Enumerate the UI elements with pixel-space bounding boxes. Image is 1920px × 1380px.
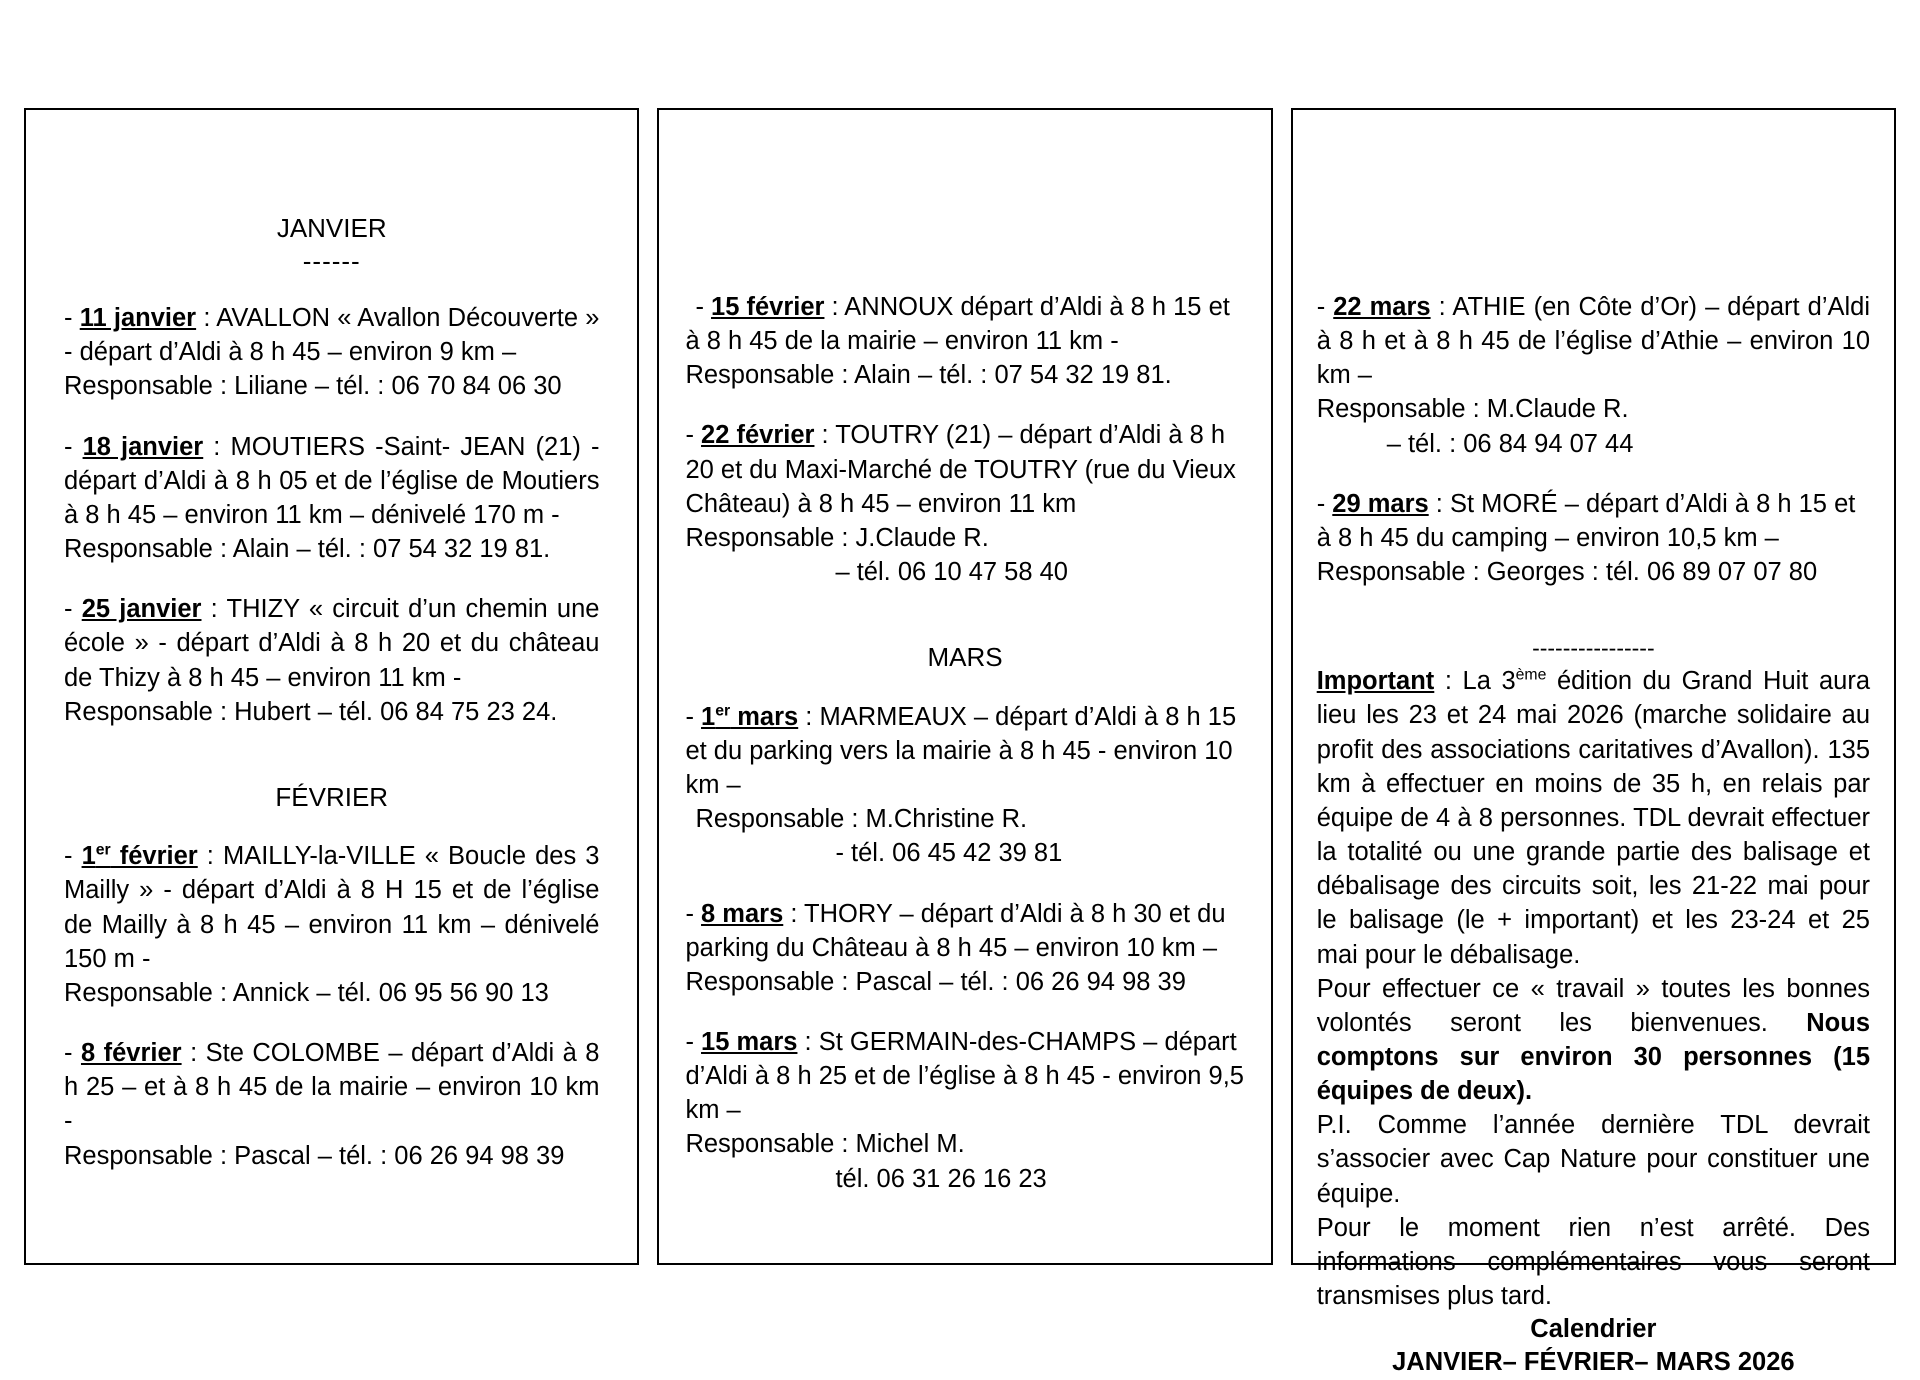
- entry-date-ordinal: er: [95, 841, 111, 859]
- entry-bullet: -: [1316, 489, 1333, 518]
- entry-responsable: Responsable : M.Claude R.: [1316, 395, 1629, 424]
- entry-responsable: Responsable : Alain – tél. : 07 54 32 19 81.: [685, 361, 1172, 390]
- entry-date: 8 mars: [701, 899, 784, 928]
- entry-responsable: Responsable : Pascal – tél. : 06 26 94 98 39: [685, 967, 1186, 996]
- entry-body: : MAILLY-la-VILLE « Boucle des 3 Mailly » - départ d’Aldi à 8 H 15 et de l’église de Mailly à 8 h 45 – environ 11 km – dénivelé 150 m -: [64, 842, 600, 973]
- entry-mars-22: [1317, 290, 1870, 461]
- important-paragraph-4: [1317, 1211, 1870, 1313]
- entry-body: : Ste COLOMBE – départ d’Aldi à 8 h 25 – et à 8 h 45 de la mairie – environ 10 km -: [64, 1039, 600, 1136]
- column-february-march: [657, 108, 1272, 1265]
- entry-bullet: -: [64, 304, 80, 333]
- month-heading-february: FÉVRIER: [275, 781, 389, 812]
- entry-bullet: -: [64, 1039, 81, 1068]
- important-paragraph-3: [1317, 1108, 1870, 1210]
- entry-fevrier-1: [64, 839, 599, 1010]
- entry-bullet: -: [685, 899, 702, 928]
- entry-date-month: février: [110, 842, 198, 871]
- entry-responsable-tel: - tél. 06 45 42 39 81: [835, 839, 1063, 868]
- entry-date: 22 mars: [1333, 293, 1431, 321]
- entry-responsable: Responsable : J.Claude R.: [685, 523, 989, 552]
- entry-mars-29: [1317, 487, 1870, 589]
- entry-responsable-tel: – tél. 06 10 47 58 40: [835, 558, 1068, 587]
- entry-bullet: -: [64, 842, 82, 871]
- entry-body: : St GERMAIN-des-CHAMPS – départ d’Aldi à 8 h 25 et de l’église à 8 h 45 - environ 9,5 km –: [685, 1028, 1244, 1125]
- important-text-1: édition du Grand Huit aura lieu les 23 et 24 mai 2026 (marche solidaire au profit des associations caritatives d’Avallon). 135 km à effectuer en moins de 35 h, en relais par équipe de 4 à 8 personnes. TDL devrait effectuer la totalité ou une grande partie des balisage et débalisage des circuits soit, les 21-22 mai pour le balisage (le + important) et les 23-24 et 25 mai pour le débalisage.: [1316, 667, 1871, 969]
- important-paragraph-2: [1317, 972, 1870, 1109]
- entry-responsable: Responsable : Alain – tél. : 07 54 32 19 81.: [64, 535, 551, 564]
- month-heading-january-dashes: ------: [302, 245, 361, 276]
- entry-responsable: Responsable : Pascal – tél. : 06 26 94 98 39: [64, 1141, 565, 1170]
- entry-bullet: -: [1316, 293, 1334, 321]
- entry-responsable-tel: – tél. : 06 84 94 07 44: [1386, 429, 1634, 458]
- entry-body: : THIZY « circuit d’un chemin une école » - départ d’Aldi à 8 h 20 et du château de Thizy à 8 h 45 – environ 11 km -: [64, 595, 600, 692]
- section-separator-dashes: ----------------: [1532, 635, 1655, 662]
- entry-bullet: -: [685, 421, 702, 450]
- entry-date: 29 mars: [1332, 489, 1429, 518]
- column-january-february: [24, 108, 639, 1265]
- entry-janvier-11: [64, 301, 599, 403]
- entry-mars-8: [685, 897, 1244, 999]
- entry-date-ordinal: er: [715, 702, 731, 720]
- entry-date: [701, 703, 798, 731]
- entry-date: 15 février: [711, 293, 825, 321]
- entry-date: 18 janvier: [82, 432, 204, 461]
- entry-bullet: -: [685, 1028, 702, 1056]
- entry-date-month: mars: [730, 702, 799, 731]
- entry-bullet: -: [695, 293, 712, 321]
- important-paragraph: [1317, 664, 1870, 971]
- entry-body: : AVALLON « Avallon Découverte » - départ d’Aldi à 8 h 45 – environ 9 km –: [64, 304, 600, 367]
- entry-date: 22 février: [701, 421, 815, 450]
- entry-date: [82, 842, 198, 870]
- entry-body: : MOUTIERS -Saint- JEAN (21) - départ d’Aldi à 8 h 05 et de l’église de Moutiers à 8 h 45 – environ 11 km – dénivelé 170 m -: [64, 432, 600, 529]
- entry-bullet: -: [685, 702, 702, 731]
- entry-body: : THORY – départ d’Aldi à 8 h 30 et du parking du Château à 8 h 45 – environ 10 km –: [685, 899, 1226, 962]
- entry-responsable: Responsable : Annick – tél. 06 95 56 90 13: [64, 978, 549, 1007]
- month-heading-january: JANVIER: [276, 213, 387, 243]
- entry-bullet: -: [64, 432, 83, 461]
- entry-fevrier-8: [64, 1036, 599, 1173]
- entry-date: 25 janvier: [81, 595, 202, 624]
- important-text-2-pre: Pour effectuer ce « travail » toutes les bonnes volontés seront les bienvenues.: [1316, 974, 1870, 1037]
- entry-date: 8 février: [80, 1039, 182, 1068]
- important-text-3: P.I. Comme l’année dernière TDL devrait s’associer avec Cap Nature pour constituer une équipe.: [1316, 1111, 1870, 1208]
- entry-date-number: 1: [701, 702, 716, 731]
- important-text-4: Pour le moment rien n’est arrêté. Des informations complémentaires vous seront transmises plus tard.: [1316, 1213, 1870, 1311]
- entry-janvier-25: [64, 592, 599, 729]
- entry-date: 15 mars: [701, 1028, 798, 1056]
- entry-fevrier-15: [685, 290, 1244, 392]
- entry-responsable-tel: tél. 06 31 26 16 23: [835, 1164, 1047, 1193]
- important-ordinal: ème: [1515, 666, 1547, 684]
- entry-body: : St MORÉ – départ d’Aldi à 8 h 15 et à 8 h 45 du camping – environ 10,5 km –: [1316, 489, 1856, 552]
- column-march-important: [1291, 108, 1896, 1377]
- footer-subtitle: JANVIER– FÉVRIER– MARS 2026: [1392, 1348, 1795, 1377]
- entry-body: : TOUTRY (21) – départ d’Aldi à 8 h 20 et du Maxi-Marché de TOUTRY (rue du Vieux Château) à 8 h 45 – environ 11 km: [685, 421, 1236, 518]
- entry-responsable: Responsable : Michel M.: [685, 1130, 965, 1159]
- important-intro: : La 3: [1434, 667, 1516, 696]
- entry-responsable: Responsable : Georges : tél. 06 89 07 07 80: [1316, 558, 1818, 587]
- entry-bullet: -: [64, 595, 82, 624]
- entry-body: : MARMEAUX – départ d’Aldi à 8 h 15 et du parking vers la mairie à 8 h 45 - environ 10 km –: [685, 702, 1237, 800]
- entry-date: 11 janvier: [79, 304, 197, 333]
- entry-responsable: Responsable : Liliane – tél. : 06 70 84 06 30: [64, 372, 562, 401]
- entry-fevrier-22: [685, 418, 1244, 589]
- entry-responsable: Responsable : M.Christine R.: [695, 805, 1028, 834]
- footer-title: Calendrier: [1530, 1315, 1657, 1344]
- important-label: Important: [1316, 667, 1435, 696]
- entry-mars-1: [685, 700, 1244, 871]
- entry-body: : ANNOUX départ d’Aldi à 8 h 15 et à 8 h 45 de la mairie – environ 11 km -: [685, 293, 1230, 356]
- entry-mars-15: [685, 1025, 1244, 1196]
- entry-body: : ATHIE (en Côte d’Or) – départ d’Aldi à 8 h et à 8 h 45 de l’église d’Athie – environ 10 km –: [1316, 293, 1871, 390]
- month-heading-march: MARS: [927, 642, 1003, 673]
- entry-janvier-18: [64, 430, 599, 567]
- important-text-2-bold: Nous comptons sur environ 30 personnes (15 équipes de deux).: [1316, 1008, 1870, 1106]
- entry-date-number: 1: [81, 842, 96, 871]
- entry-responsable: Responsable : Hubert – tél. 06 84 75 23 24.: [64, 697, 558, 726]
